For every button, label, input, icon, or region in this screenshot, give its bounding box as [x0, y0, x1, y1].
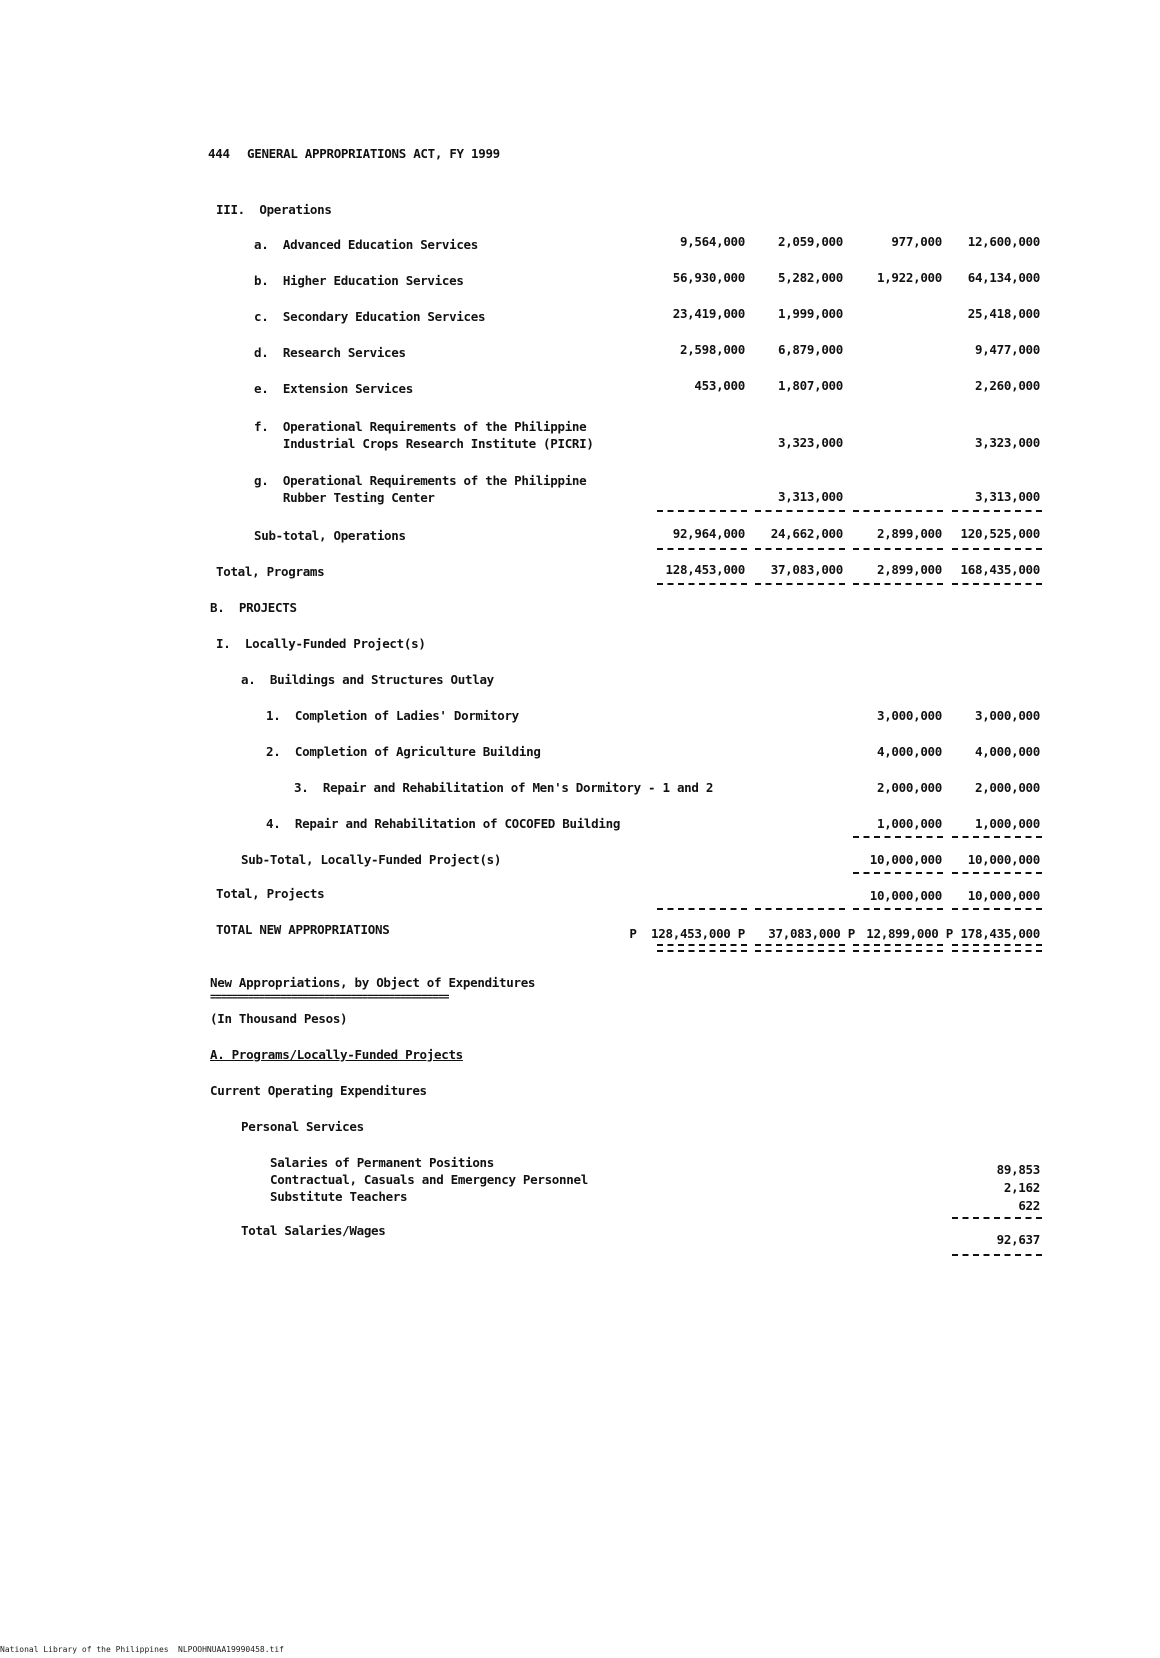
row-label: Total Salaries/Wages — [241, 1223, 386, 1238]
rule — [755, 510, 845, 512]
rule — [657, 908, 747, 910]
page-title: GENERAL APPROPRIATIONS ACT, FY 1999 — [247, 146, 500, 161]
cell-c4: 12,600,000 — [967, 234, 1040, 249]
cell-c4: 9,477,000 — [974, 342, 1040, 357]
cell-c2: 24,662,000 — [770, 526, 843, 541]
cell-c1: 453,000 — [694, 378, 745, 393]
row-label: Sub-total, Operations — [254, 528, 406, 543]
cell-c4: 64,134,000 — [967, 270, 1040, 285]
rule — [853, 872, 943, 874]
cell-c1: 128,453,000 — [665, 562, 745, 577]
projects-subheading: I. Locally-Funded Project(s) — [216, 636, 426, 651]
cell-c4: 1,000,000 — [974, 816, 1040, 831]
rule — [657, 510, 747, 512]
page-number: 444 — [208, 146, 230, 161]
cell-c1: 23,419,000 — [672, 306, 745, 321]
cell-c4: 4,000,000 — [974, 744, 1040, 759]
cell-c2: 3,323,000 — [777, 435, 843, 450]
cell-c3: 10,000,000 — [869, 852, 942, 867]
rule — [952, 1217, 1042, 1219]
cell-c2: 6,879,000 — [777, 342, 843, 357]
cell-c4: 178,435,000 — [960, 926, 1040, 941]
cell-c3: 2,899,000 — [876, 562, 942, 577]
cell-c3: 12,899,000 P — [866, 926, 953, 941]
row-label: c. Secondary Education Services — [254, 309, 486, 324]
cell-value: 622 — [1018, 1198, 1040, 1213]
operations-heading: III. Operations — [216, 202, 332, 217]
cell-c2: 1,807,000 — [777, 378, 843, 393]
cell-c3: 1,922,000 — [876, 270, 942, 285]
rule — [952, 1254, 1042, 1256]
cell-value: 92,637 — [996, 1232, 1040, 1247]
row-label-line2: Industrial Crops Research Institute (PICRI) — [254, 436, 594, 451]
row-label: a. Advanced Education Services — [254, 237, 478, 252]
cell-c4: 25,418,000 — [967, 306, 1040, 321]
rule — [952, 908, 1042, 910]
cell-c1: 9,564,000 — [679, 234, 745, 249]
rule — [853, 548, 943, 550]
rule — [952, 510, 1042, 512]
cell-c4: 10,000,000 — [967, 888, 1040, 903]
rule — [952, 836, 1042, 838]
footer-file: NLPOOHNUAA19990458.tif — [178, 1645, 284, 1654]
rule — [853, 510, 943, 512]
rule — [657, 548, 747, 550]
row-label: Sub-Total, Locally-Funded Project(s) — [241, 852, 502, 867]
cell-c1: 2,598,000 — [679, 342, 745, 357]
row-label: 2. Completion of Agriculture Building — [266, 744, 541, 759]
cell-c4: 2,260,000 — [974, 378, 1040, 393]
object-subcategory: Personal Services — [241, 1119, 364, 1134]
cell-c2: 5,282,000 — [777, 270, 843, 285]
row-label-line2: Rubber Testing Center — [254, 490, 435, 505]
projects-group: a. Buildings and Structures Outlay — [241, 672, 494, 687]
rule — [952, 583, 1042, 585]
cell-c2: 37,083,000 — [770, 562, 843, 577]
cell-c4: 3,313,000 — [974, 489, 1040, 504]
rule — [755, 908, 845, 910]
cell-c4: 2,000,000 — [974, 780, 1040, 795]
cell-c1: 92,964,000 — [672, 526, 745, 541]
cell-c2: 1,999,000 — [777, 306, 843, 321]
row-label: 3. Repair and Rehabilitation of Men's Dormitory - 1 and 2 — [294, 780, 714, 795]
row-label: Contractual, Casuals and Emergency Personnel — [270, 1172, 588, 1187]
cell-value: 89,853 — [996, 1162, 1040, 1177]
row-label-line1: g. Operational Requirements of the Philippine — [254, 473, 587, 488]
cell-c1: 56,930,000 — [672, 270, 745, 285]
row-label: e. Extension Services — [254, 381, 413, 396]
row-label: 4. Repair and Rehabilitation of COCOFED Building — [266, 816, 621, 831]
rule — [657, 583, 747, 585]
cell-c4: 10,000,000 — [967, 852, 1040, 867]
footer-library: National Library of the Philippines — [0, 1645, 169, 1654]
double-rule — [755, 944, 845, 952]
cell-c3: 977,000 — [891, 234, 942, 249]
cell-c3: 2,000,000 — [876, 780, 942, 795]
cell-c3: 10,000,000 — [869, 888, 942, 903]
cell-c3: 4,000,000 — [876, 744, 942, 759]
rule — [853, 583, 943, 585]
row-label-line1: f. Operational Requirements of the Philippine — [254, 419, 587, 434]
cell-c4: 3,000,000 — [974, 708, 1040, 723]
object-category: Current Operating Expenditures — [210, 1083, 427, 1098]
cell-value: 2,162 — [1003, 1180, 1040, 1195]
double-rule — [657, 944, 747, 952]
row-label: 1. Completion of Ladies' Dormitory — [266, 708, 519, 723]
row-label: d. Research Services — [254, 345, 406, 360]
cell-c3: 2,899,000 — [876, 526, 942, 541]
cell-c4: 168,435,000 — [960, 562, 1040, 577]
cell-c3: 3,000,000 — [876, 708, 942, 723]
rule — [755, 548, 845, 550]
row-label: TOTAL NEW APPROPRIATIONS — [216, 922, 390, 937]
rule — [853, 908, 943, 910]
double-rule — [853, 944, 943, 952]
projects-heading: B. PROJECTS — [210, 600, 297, 615]
row-label: Total, Programs — [216, 564, 325, 579]
rule — [853, 836, 943, 838]
object-title-rule: ============================================ — [210, 991, 449, 1003]
cell-c1: P 128,453,000 P — [629, 926, 745, 941]
object-title: New Appropriations, by Object of Expenditures — [210, 975, 536, 990]
cell-c2: 2,059,000 — [777, 234, 843, 249]
cell-c4: 120,525,000 — [960, 526, 1040, 541]
rule — [952, 548, 1042, 550]
cell-c2: 3,313,000 — [777, 489, 843, 504]
object-unit: (In Thousand Pesos) — [210, 1011, 348, 1026]
row-label: Salaries of Permanent Positions — [270, 1155, 494, 1170]
object-section: A. Programs/Locally-Funded Projects — [210, 1047, 463, 1062]
rule — [952, 872, 1042, 874]
row-label: b. Higher Education Services — [254, 273, 464, 288]
row-label: Substitute Teachers — [270, 1189, 408, 1204]
rule — [755, 583, 845, 585]
cell-c4: 3,323,000 — [974, 435, 1040, 450]
row-label: Total, Projects — [216, 886, 325, 901]
cell-c3: 1,000,000 — [876, 816, 942, 831]
double-rule — [952, 944, 1042, 952]
cell-c2: 37,083,000 P — [768, 926, 855, 941]
